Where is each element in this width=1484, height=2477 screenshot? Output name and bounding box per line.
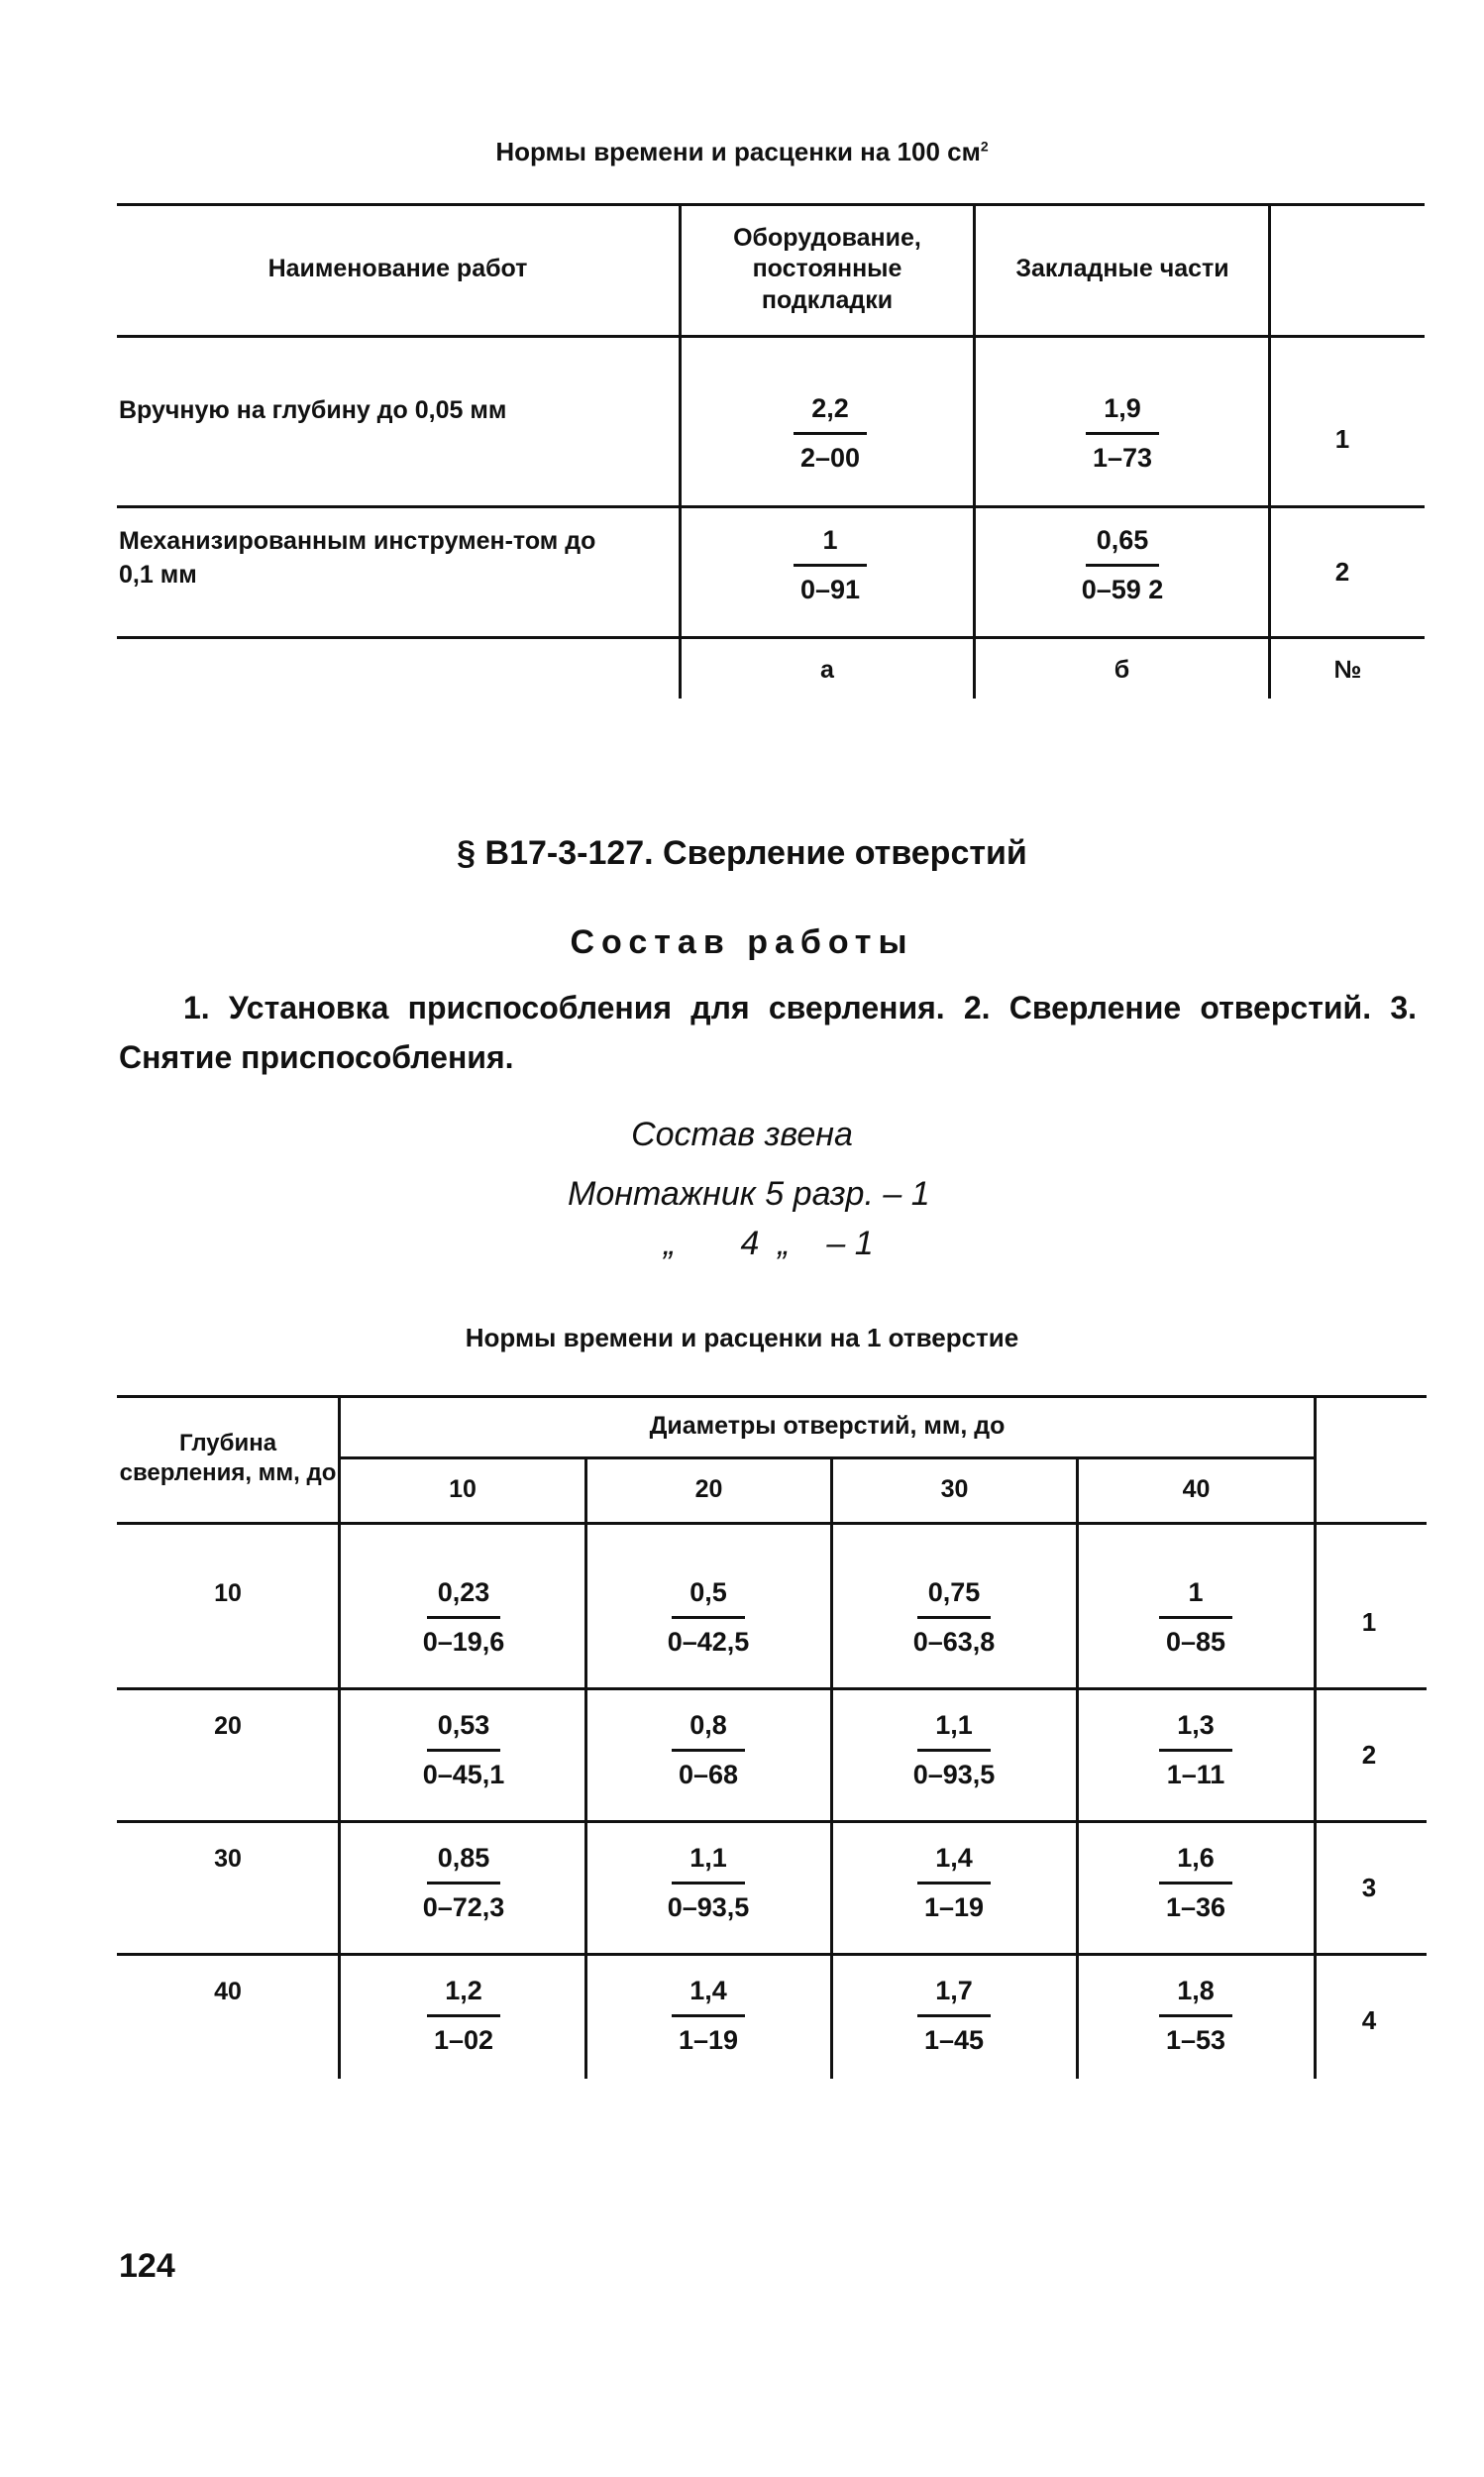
work-composition-text: 1. Установка приспособления для сверления. 2. Сверление отверстий. 3. Снятие приспособления. <box>119 990 1417 1075</box>
table2-value: 1,4 1–19 <box>885 1843 1023 1923</box>
table2-header-rule <box>117 1522 1427 1525</box>
table2-value: 0,53 0–45,1 <box>422 1710 505 1789</box>
table2-row-rule <box>117 1820 1427 1823</box>
table2-diameter: 30 <box>940 1475 969 1504</box>
work-composition-title: Состав работы <box>570 923 914 961</box>
table2-header-depth: Глубина сверления, мм, до <box>119 1430 337 1486</box>
table1-caption: Нормы времени и расценки на 100 $см^2$ <box>495 137 989 166</box>
crew-line: „ 4 „ – 1 <box>664 1225 874 1262</box>
table2-row-number: 3 <box>1361 1873 1377 1902</box>
table1-row-rule <box>117 505 1425 508</box>
table1-column-code: а <box>820 656 834 684</box>
table2-value: 1,6 1–36 <box>1126 1843 1265 1923</box>
table2-value: 1,2 1–02 <box>394 1976 533 2056</box>
table1-header-equipment: Оборудование, постоянные подкладки <box>733 224 921 314</box>
table2-diameter: 40 <box>1182 1475 1211 1504</box>
table2-row-number: 2 <box>1361 1740 1377 1770</box>
table2-value: 1,8 1–53 <box>1126 1976 1265 2056</box>
table1-header-embedded: Закладные части <box>1015 255 1229 283</box>
table2-col-divider <box>1076 1456 1079 2079</box>
table2-value: 1,1 0–93,5 <box>667 1843 750 1922</box>
table1-row-name: Механизированным инструмен-том до 0,1 мм <box>119 527 596 589</box>
table1-row-name: Вручную на глубину до 0,05 мм <box>119 396 507 424</box>
table1-value: 1,9 1–73 <box>1053 393 1192 474</box>
table1-col-divider <box>973 203 976 699</box>
table2-col-divider <box>1314 1395 1317 2079</box>
table1-column-code: № <box>1333 656 1362 684</box>
table2-value: 0,85 0–72,3 <box>422 1843 505 1922</box>
table1-row-number: 1 <box>1334 424 1350 454</box>
table1-col-divider <box>679 203 682 699</box>
table1-value: 2,2 2–00 <box>761 393 900 474</box>
table2-value: 1,1 0–93,5 <box>912 1710 996 1789</box>
table1-value: 1 0–91 <box>761 525 900 605</box>
table1-header-work: Наименование работ <box>267 255 528 283</box>
table1-row-number: 2 <box>1334 557 1350 587</box>
table1-col-divider <box>1268 203 1271 699</box>
table2-row-number: 4 <box>1361 2005 1377 2035</box>
table2-value: 1 0–85 <box>1126 1577 1265 1658</box>
table2-value: 1,3 1–11 <box>1126 1710 1265 1790</box>
crew-line: Монтажник 5 разр. – 1 <box>568 1175 930 1213</box>
table2-value: 0,23 0–19,6 <box>422 1577 505 1657</box>
table2-depth: 20 <box>214 1712 242 1741</box>
table2-depth: 10 <box>214 1579 242 1608</box>
table2-depth: 30 <box>214 1845 242 1874</box>
table2-depth: 40 <box>214 1978 242 2006</box>
table2-value: 0,75 0–63,8 <box>912 1577 996 1657</box>
table2-value: 1,4 1–19 <box>639 1976 778 2056</box>
table2-caption: Нормы времени и расценки на 1 отверстие <box>465 1323 1019 1352</box>
table2-row-number: 1 <box>1361 1607 1377 1637</box>
table2-col-divider <box>584 1456 587 2079</box>
table2-value: 1,7 1–45 <box>885 1976 1023 2056</box>
table2-header-diameters: Диаметры отверстий, мм, до <box>649 1412 1006 1441</box>
page-number: 124 <box>119 2247 175 2285</box>
table2-row-rule <box>117 1953 1427 1956</box>
table1-column-code: б <box>1113 656 1130 684</box>
crew-title: Состав звена <box>631 1116 853 1153</box>
table2-diameter: 10 <box>449 1475 477 1504</box>
table2-value: 0,8 0–68 <box>639 1710 778 1790</box>
section-title: § В17-3-127. Сверление отверстий <box>457 834 1027 872</box>
table1-header-rule <box>117 335 1425 338</box>
table2-col-divider <box>830 1456 833 2079</box>
table2-diameter: 20 <box>694 1475 723 1504</box>
table1-bottom-rule <box>117 636 1425 639</box>
table1-value: 0,65 0–59 2 <box>1081 525 1164 604</box>
table2-row-rule <box>117 1687 1427 1690</box>
table2-value: 0,5 0–42,5 <box>667 1577 750 1657</box>
